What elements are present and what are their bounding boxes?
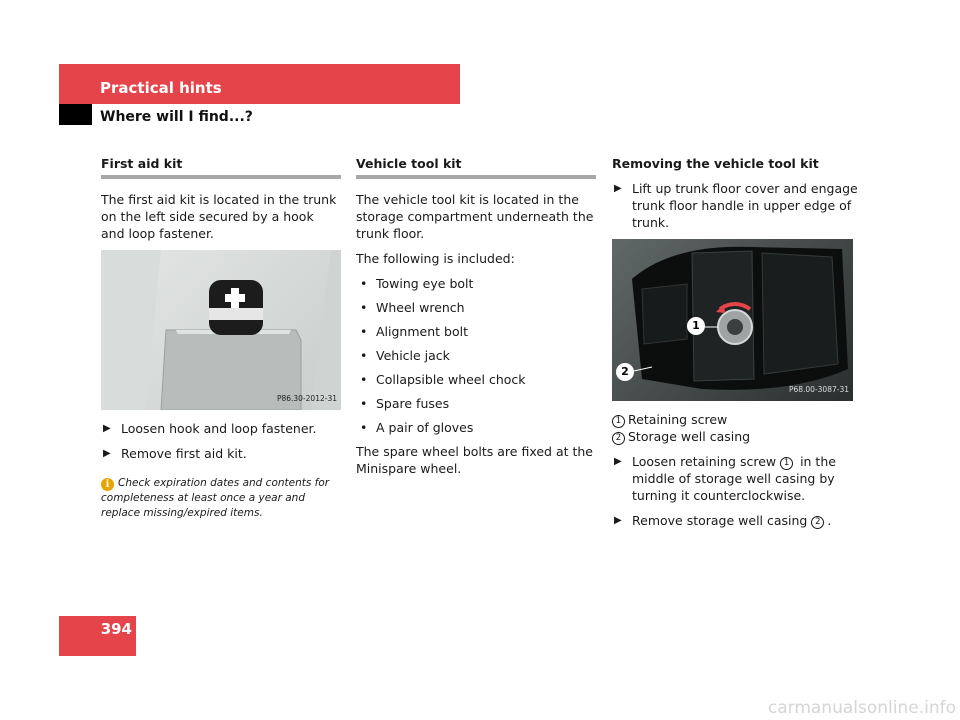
step-item: ▶ Loosen hook and loop fastener. — [103, 421, 317, 436]
arrow-icon: ▶ — [614, 183, 622, 194]
first-aid-kit-illustration — [101, 250, 341, 410]
tool-kit-footer: The spare wheel bolts are fixed at the Minispare wheel. — [356, 444, 593, 476]
watermark: carmanualsonline.info — [767, 698, 956, 718]
legend-item: 2 Storage well casing — [612, 428, 862, 445]
section-subtitle: Where will I find...? — [100, 109, 253, 125]
legend-item: 1 Retaining screw — [612, 411, 862, 428]
list-item: • Towing eye bolt — [360, 276, 474, 291]
section-rule — [356, 175, 596, 179]
header-marker — [59, 104, 92, 125]
tool-kit-intro: The vehicle tool kit is located in the storage compartment underneath the trunk floor. — [356, 192, 594, 241]
first-aid-column — [101, 155, 341, 520]
removal-title: Removing the vehicle tool kit — [612, 156, 819, 171]
first-aid-intro: The first aid kit is located in the trunk on the left side secured by a hook and loop fastener. — [101, 192, 337, 241]
first-aid-photo — [101, 250, 341, 410]
tool-kit-title: Vehicle tool kit — [356, 156, 462, 171]
storage-well-illustration — [612, 239, 853, 401]
callout-1: 1 — [687, 317, 705, 335]
removal-column — [612, 155, 862, 537]
arrow-icon: ▶ — [614, 456, 622, 467]
step-item: ▶ Remove storage well casing 2 . — [614, 513, 832, 528]
step-item: ▶ Remove first aid kit. — [103, 446, 247, 461]
chapter-title: Practical hints — [100, 79, 222, 97]
tool-well-photo — [612, 239, 853, 401]
list-item: • Vehicle jack — [360, 348, 450, 363]
arrow-icon: ▶ — [103, 448, 111, 459]
step-item: ▶ Lift up trunk floor cover and engage trunk floor handle in upper edge of trunk. — [614, 181, 858, 230]
arrow-icon: ▶ — [614, 515, 622, 526]
first-aid-title: First aid kit — [101, 156, 183, 171]
info-icon: i — [101, 478, 114, 491]
page-number: 394 — [100, 620, 132, 638]
section-rule — [101, 175, 341, 179]
list-item: • Wheel wrench — [360, 300, 465, 315]
arrow-icon: ▶ — [103, 423, 111, 434]
included-label: The following is included: — [356, 251, 515, 266]
list-item: • Spare fuses — [360, 396, 450, 411]
step-item: ▶ Loosen retaining screw 1 in the middle of storage well casing by turning it counterclockwise. — [614, 454, 836, 503]
photo-caption: P68.00-3087-31 — [788, 385, 849, 394]
photo-caption: P86.30-2012-31 — [276, 394, 337, 403]
list-item: • A pair of gloves — [360, 420, 474, 435]
info-note: i Check expiration dates and contents for completeness at least once a year and replace missing/expired items. — [101, 477, 330, 519]
callout-2: 2 — [616, 363, 634, 381]
list-item: • Collapsible wheel chock — [360, 372, 526, 387]
list-item: • Alignment bolt — [360, 324, 468, 339]
tool-kit-column — [356, 155, 596, 485]
